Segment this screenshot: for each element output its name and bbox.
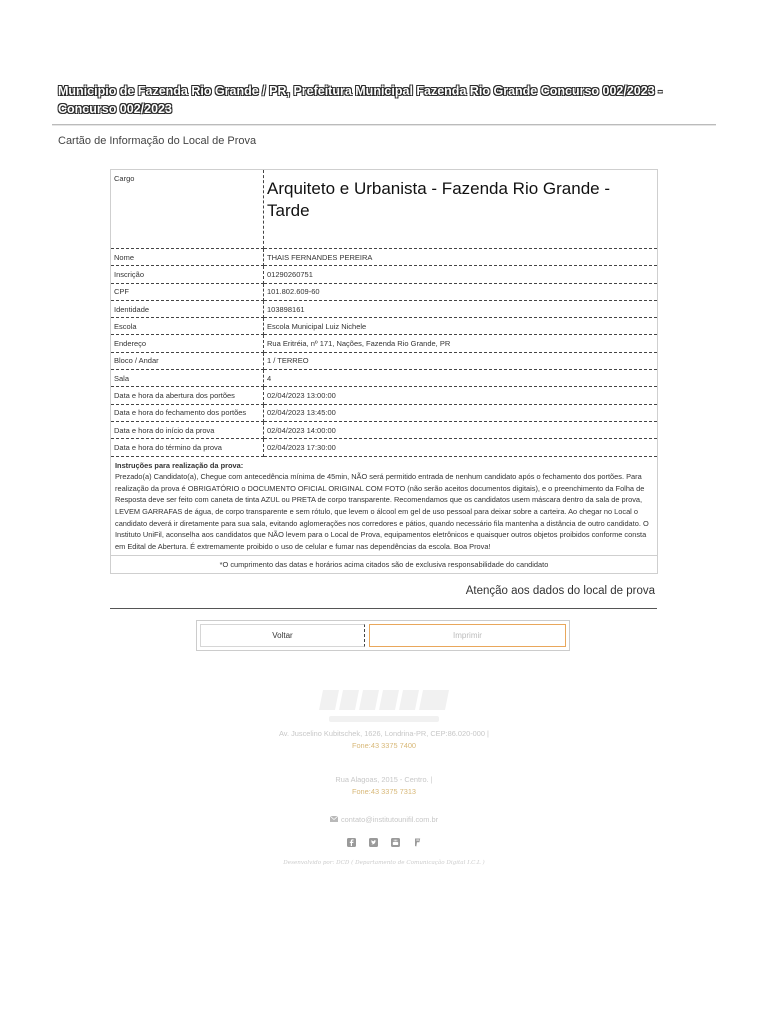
youtube-icon[interactable] <box>391 838 400 847</box>
footer-email[interactable]: contato@institutounifil.com.br <box>340 815 439 824</box>
twitter-icon[interactable] <box>369 838 378 847</box>
attention-divider <box>110 608 657 609</box>
instructions-block <box>111 457 657 557</box>
row-value: 02/04/2023 17:30:00 <box>264 439 658 456</box>
row-value: THAIS FERNANDES PEREIRA <box>264 249 658 266</box>
footer-phone-2[interactable]: Fone:43 3375 7313 <box>351 787 417 796</box>
action-button-group <box>196 620 570 651</box>
attention-heading: Atenção aos dados do local de prova <box>465 585 655 597</box>
exam-location-card <box>110 169 658 574</box>
footer <box>180 686 588 869</box>
table-row-cargo <box>111 170 657 249</box>
row-value: 02/04/2023 13:00:00 <box>264 387 658 404</box>
row-label: CPF <box>111 283 264 300</box>
row-label: Inscrição <box>111 266 264 283</box>
facebook-icon[interactable] <box>347 838 356 847</box>
cargo-label: Cargo <box>111 170 264 249</box>
table-row <box>111 352 657 369</box>
cargo-value-cell <box>264 170 658 249</box>
page-header <box>58 82 698 118</box>
table-row <box>111 318 657 335</box>
row-label: Endereço <box>111 335 264 352</box>
instructions-text: Prezado(a) Candidato(a), Chegue com antecedência mínima de 45min, NÃO será permitido entrada de nenhum candidato após o fechamento dos portões. Para realização da prova é OBRIGATÓRIO o DOCUMENTO OFICIAL ORIGINAL COM FOTO (não serão aceitos documentos digitais), e o preenchimento da Folha de Resposta deve ser feito com caneta de tinta AZUL ou PRETA de corpo transparente. Recomendamos que os candidatos usem máscara dentro da sala de prova, LEVEM GARRAFAS de água, de corpo transparente e sem rótulo, que levem o álcool em gel de uso pessoal para deixar sobre a carteira. Ao chegar no Local o candidato deverá ir diretamente para sua sala, evitando aglomerações nos corredores e pátios, quando necessário fila mantenha a distância de outro candidato. O Instituto UniFil, aconselha aos candidatos que NÃO levem para o Local de Prova, equipamentos eletrônicos e quaisquer outros objetos proibidos conforme consta em Edital de Abertura. É extremamente proibido o uso de celular e fumar nas dependências da escola. Boa Prova! <box>115 472 649 551</box>
row-label: Data e hora do início da prova <box>111 421 264 438</box>
table-row <box>111 300 657 317</box>
responsibility-note: *O cumprimento das datas e horários acima citados são de exclusiva responsabilidade do candidato <box>111 556 657 574</box>
table-row <box>111 404 657 421</box>
row-label: Sala <box>111 370 264 387</box>
row-value: Escola Municipal Luiz Nichele <box>264 318 658 335</box>
header-divider <box>52 124 716 126</box>
row-value: 02/04/2023 13:45:00 <box>264 404 658 421</box>
row-label: Data e hora da abertura dos portões <box>111 387 264 404</box>
footer-phone-1[interactable]: Fone:43 3375 7400 <box>351 741 417 750</box>
foursquare-icon[interactable] <box>413 838 422 847</box>
row-label: Identidade <box>111 300 264 317</box>
table-row <box>111 387 657 404</box>
table-row <box>111 421 657 438</box>
table-row <box>111 439 657 456</box>
table-row <box>111 335 657 352</box>
unifil-logo <box>309 686 459 728</box>
cargo-value: Arquiteto e Urbanista - Fazenda Rio Grande - Tarde <box>267 179 611 220</box>
social-links <box>180 838 588 847</box>
page-subtitle: Cartão de Informação do Local de Prova <box>58 135 257 147</box>
developer-credit[interactable]: Desenvolvido por: DCD ( Departamento de Comunicação Digital I.C.L ) <box>283 860 485 866</box>
print-button[interactable]: Imprimir <box>369 624 566 647</box>
envelope-icon <box>330 814 338 826</box>
page-title: Municipio de Fazenda Rio Grande / PR, Prefeitura Municipal Fazenda Rio Grande Concurso 002/2023 - Concurso 002/2023 <box>58 84 663 116</box>
row-value: 101.802.609-60 <box>264 283 658 300</box>
row-label: Nome <box>111 249 264 266</box>
row-value: 01290260751 <box>264 266 658 283</box>
row-value: 1 / TERREO <box>264 352 658 369</box>
table-row <box>111 283 657 300</box>
row-label: Bloco / Andar <box>111 352 264 369</box>
row-label: Data e hora do fechamento dos portões <box>111 404 264 421</box>
row-value: 02/04/2023 14:00:00 <box>264 421 658 438</box>
back-button[interactable]: Voltar <box>200 624 365 647</box>
row-value: 4 <box>264 370 658 387</box>
table-row <box>111 370 657 387</box>
table-row <box>111 249 657 266</box>
row-value: Rua Eritréia, nº 171, Nações, Fazenda Rio Grande, PR <box>264 335 658 352</box>
row-label: Data e hora do término da prova <box>111 439 264 456</box>
instructions-title: Instruções para realização da prova: <box>115 460 244 470</box>
row-value: 103898161 <box>264 300 658 317</box>
candidate-info-table <box>111 170 657 457</box>
row-label: Escola <box>111 318 264 335</box>
footer-email-line[interactable] <box>180 814 588 826</box>
footer-address-1: Av. Juscelino Kubitschek, 1626, Londrina-PR, CEP:86.020-000 | <box>279 729 489 738</box>
footer-address-2: Rua Alagoas, 2015 - Centro. | <box>335 775 433 784</box>
table-row <box>111 266 657 283</box>
